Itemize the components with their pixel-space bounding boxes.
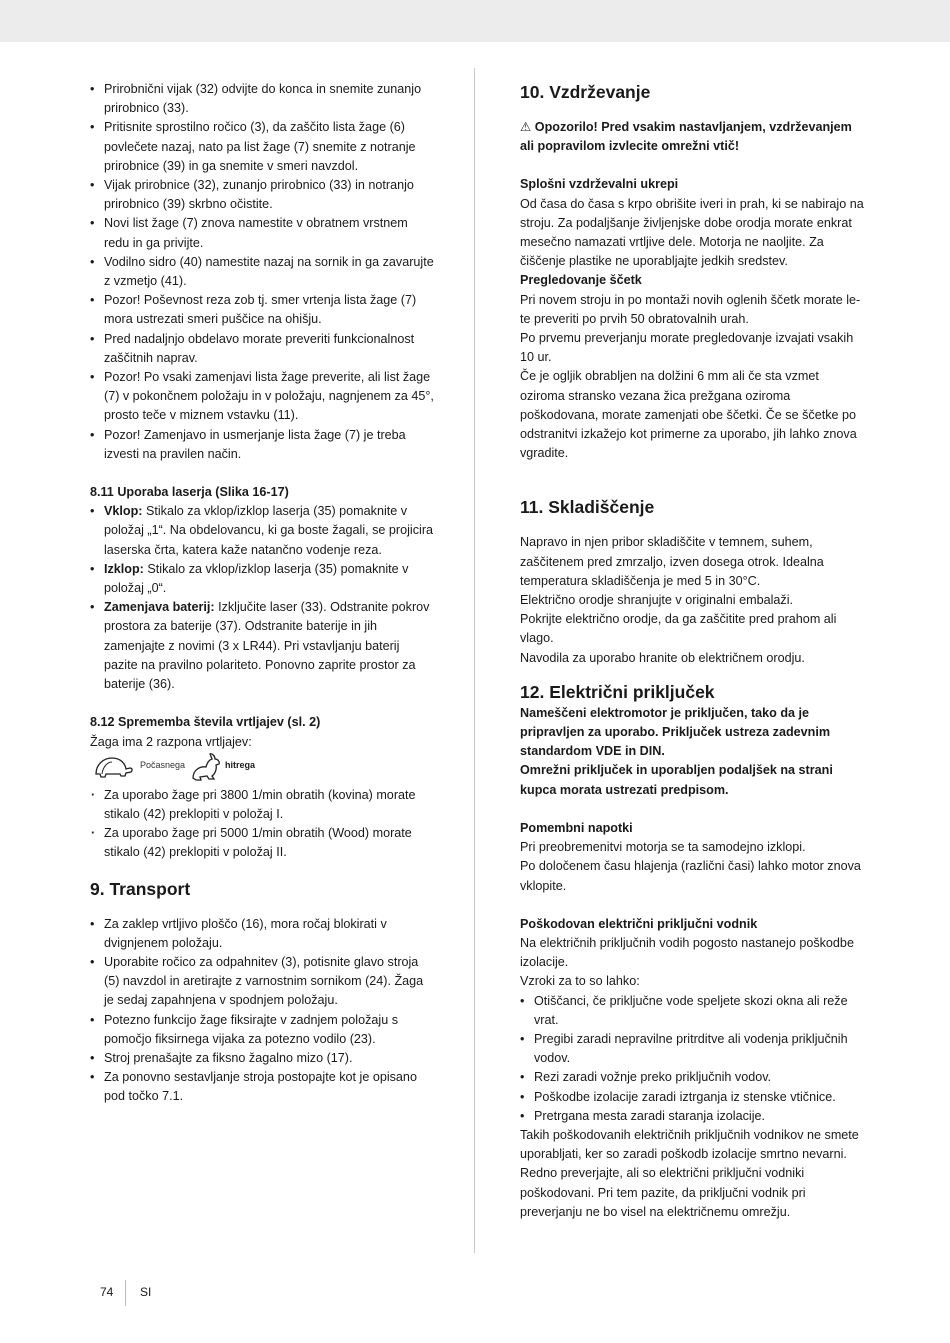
storage-text-2: Električno orodje shranjujte v originalni embalaži. [520, 593, 794, 608]
list-item: • Rezi zaradi vožnje preko priključnih vodov. [520, 1068, 865, 1087]
page-number: 74 [100, 1285, 114, 1299]
damaged-cable-heading: Poškodovan električni priključni vodnik [520, 916, 758, 931]
list-item: • Pred nadaljnjo obdelavo morate preveriti funkcionalnost zaščitnih naprav. [90, 330, 435, 368]
list-item: • Potezno funkcijo žage fiksirajte v zadnjem položaju s pomočjo fiksirnega vijaka za potezno vodilo (23). [90, 1011, 435, 1049]
warning-icon: ⚠ [520, 120, 532, 134]
damaged-text-2: Vzroki za to so lahko: [520, 974, 640, 989]
list-item: • Novi list žage (7) znova namestite v obratnem vrstnem redu in ga privijte. [90, 214, 435, 252]
item-text: Izključite laser (33). Odstranite pokrov prostora za baterije (37). Odstranite baterije in jih zamenjajte z novimi (3 x LR44). Pri vstavljanju baterij pazite na pravilno polariteto. Ponovno zaprite prostor za baterije (36). [104, 600, 430, 692]
electric-heading: 12. Električni priključek [520, 681, 715, 702]
column-divider [474, 68, 475, 1253]
left-column [90, 80, 435, 1107]
maintenance-heading: 10. Vzdrževanje [520, 82, 651, 102]
list-item: • Vijak prirobnice (32), zunanjo prirobnico (33) in notranjo prirobnico (39) skrbno očistite. [90, 176, 435, 214]
brush-heading: Pregledovanje ščetk [520, 273, 642, 288]
list-item: • Poškodbe izolacije zaradi iztrganja iz stenske vtičnice. [520, 1088, 865, 1107]
list-item: · Za uporabo žage pri 3800 1/min obratih (kovina) morate stikalo (42) preklopiti v položaj I. [90, 786, 435, 824]
speed-list [90, 786, 435, 863]
storage-heading: 11. Skladiščenje [520, 497, 655, 518]
speed-heading: 8.12 Sprememba števila vrtljajev (sl. 2) [90, 715, 321, 730]
notes-text-2: Po določenem času hlajenja (različni časi) lahko motor znova vklopite. [520, 859, 861, 893]
turtle-icon [92, 754, 134, 782]
list-item: · Za uporabo žage pri 5000 1/min obratih (Wood) morate stikalo (42) preklopiti v položaj II. [90, 824, 435, 862]
list-item: • Pozor! Po vsaki zamenjavi lista žage preverite, ali list žage (7) v pokončnem položaju in v položaju, nagnjenem za 45°, prosto teče v miznem vstavku (11). [90, 368, 435, 426]
list-item: • Otiščanci, če priključne vode speljete skozi okna ali reže vrat. [520, 992, 865, 1030]
causes-list [520, 992, 865, 1126]
slow-label: Počasnega [140, 759, 186, 770]
item-text: Stikalo za vklop/izklop laserja (35) pomaknite v položaj „0“. [104, 561, 409, 596]
speed-symbols [90, 752, 435, 786]
right-column [520, 80, 865, 1222]
laser-heading: 8.11 Uporaba laserja (Slika 16-17) [90, 485, 289, 500]
item-text: Stikalo za vklop/izklop laserja (35) pomaknite v položaj „1“. Na obdelovancu, ki ga boste žagali, se projicira laserska črta, katera kaže natančno vodenje reza. [104, 504, 434, 557]
list-item [90, 560, 435, 598]
list-item: • Pozor! Zamenjavo in usmerjanje lista žage (7) je treba izvesti na pravilen način. [90, 426, 435, 464]
list-item: • Pretrgana mesta zaradi staranja izolacije. [520, 1107, 865, 1126]
blade-change-list [90, 80, 435, 464]
rabbit-icon [190, 752, 222, 782]
list-item [90, 598, 435, 694]
warning-message: Opozorilo! Pred vsakim nastavljanjem, vzdrževanjem ali popravilom izvlecite omrežni vtič! [520, 120, 852, 154]
damaged-text-4: Redno preverjajte, ali so električni priključni vodniki poškodovani. Pri tem pazite, da priključni vodnik pri preverjanju ne bo visel na električnemu omrežju. [520, 1166, 806, 1219]
brush-text-2: Po prvemu preverjanju morate pregledovanje izvajati vsakih 10 ur. [520, 331, 854, 365]
item-term: Vklop: [104, 504, 143, 519]
top-bar [0, 0, 950, 42]
transport-list [90, 915, 435, 1107]
list-item [90, 502, 435, 560]
brush-text-1: Pri novem stroju in po montaži novih oglenih ščetk morate le-te preveriti po prvih 50 obratovalnih urah. [520, 292, 861, 326]
notes-text-1: Pri preobremenitvi motorja se ta samodejno izklopi. [520, 840, 806, 855]
damaged-text-3: Takih poškodovanih električnih priključnih vodnikov ne smete uporabljati, ker so zaradi poškodb izolacije smrtno nevarni. [520, 1127, 859, 1162]
list-item: • Za zaklep vrtljivo ploščo (16), mora ročaj blokirati v dvignjenem položaju. [90, 915, 435, 953]
fast-label: hitrega [225, 759, 256, 770]
list-item: • Uporabite ročico za odpahnitev (3), potisnite glavo stroja (5) navzdol in aretirajte z varnostnim sornikom (24). Žaga je sedaj zapahnjena v spodnjem položaju. [90, 953, 435, 1011]
footer-divider [125, 1280, 126, 1306]
list-item: • Pozor! Poševnost reza zob tj. smer vrtenja lista žage (7) mora ustrezati smeri puščice na ohišju. [90, 291, 435, 329]
list-item: • Stroj prenašajte za fiksno žagalno mizo (17). [90, 1049, 435, 1068]
storage-text-1: Napravo in njen pribor skladiščite v temnem, suhem, zaščitenem pred zmrzaljo, izven dosega otrok. Idealna temperatura skladiščenja je med 5 in 30°C. [520, 535, 824, 588]
storage-text-3: Pokrijte električno orodje, da ga zaščitite pred prahom ali vlago. [520, 612, 837, 646]
speed-intro: Žaga ima 2 razpona vrtljajev: [90, 734, 252, 749]
damaged-text-1: Na električnih priključnih vodih pogosto nastanejo poškodbe izolacije. [520, 935, 854, 970]
electric-bold-text-2: Omrežni priključek in uporabljen podaljšek na strani kupca morata ustrezati predpisom. [520, 763, 833, 797]
electric-bold-text-1: Nameščeni elektromotor je priključen, tako da je pripravljen za uporabo. Priključek ustreza zadevnim standardom VDE in DIN. [520, 705, 831, 759]
language-code: SI [140, 1285, 152, 1299]
list-item: • Pritisnite sprostilno ročico (3), da zaščito lista žage (6) povlečete nazaj, nato pa list žage (7) snemite z notranje prirobnice (39) in ga snemite v smeri navzdol. [90, 118, 435, 176]
item-term: Izklop: [104, 561, 144, 576]
list-item: • Vodilno sidro (40) namestite nazaj na sornik in ga zavarujte z vzmetjo (41). [90, 253, 435, 291]
list-item: • Za ponovno sestavljanje stroja postopajte kot je opisano pod točko 7.1. [90, 1068, 435, 1106]
list-item: • Pregibi zaradi nepravilne pritrditve ali vodenja priključnih vodov. [520, 1030, 865, 1068]
warning-text [520, 118, 865, 156]
brush-text-3: Če je ogljik obrabljen na dolžini 6 mm ali če sta vzmet oziroma stransko vezana žica prežgana oziroma poškodovana, morate zamenjati obe ščetki. Če se ščetke po odstranitvi izkažejo kot primerne za uporabo, jih lahko znova vgradite. [520, 369, 857, 461]
storage-text-4: Navodila za uporabo hranite ob električnem orodju. [520, 650, 805, 665]
general-maintenance-heading: Splošni vzdrževalni ukrepi [520, 177, 679, 192]
item-term: Zamenjava baterij: [104, 600, 215, 615]
notes-heading: Pomembni napotki [520, 820, 633, 835]
list-item: • Prirobnični vijak (32) odvijte do konca in snemite zunanjo prirobnico (33). [90, 80, 435, 118]
general-maintenance-text: Od časa do časa s krpo obrišite iveri in prah, ki se nabirajo na stroju. Za podaljšanje življenjske dobe orodja morate enkrat mesečno namazati vrtljive dele. Motorja ne naoljite. Za čiščenje plastike ne uporabljajte jedkih sredstev. [520, 196, 864, 269]
laser-list [90, 502, 435, 694]
transport-heading: 9. Transport [90, 878, 191, 899]
